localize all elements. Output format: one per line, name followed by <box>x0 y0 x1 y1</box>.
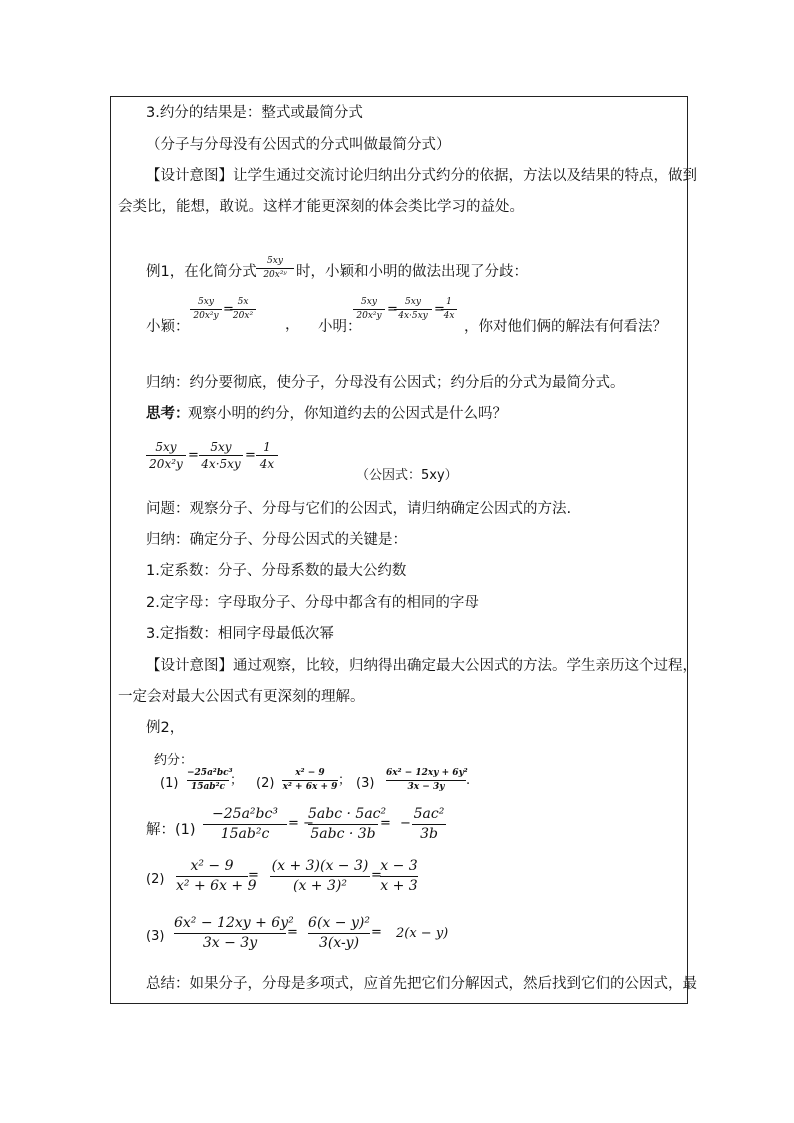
solution-2-frac-b: (x + 3)(x − 3) (x + 3)² <box>271 858 369 894</box>
solution-3-frac-b: 6(x − y)² 3(x-y) <box>308 915 370 951</box>
equals-sign: = <box>380 816 391 831</box>
problem-text: 问题：观察分子、分母与它们的公因式，请归纳确定公因式的方法. <box>146 501 572 517</box>
rule-coefficient: 1.定系数：分子、分母系数的最大公约数 <box>146 563 407 579</box>
xiaoying-frac-a: 5xy 20x²y <box>190 297 222 322</box>
xiaoming-frac-b: 5xy 4x·5xy <box>394 297 432 322</box>
semicolon: ； <box>230 773 244 788</box>
solution-2-frac-a: x² − 9 x² + 6x + 9 <box>176 858 257 894</box>
problem-1-number: (1) <box>160 776 179 791</box>
example-1-fraction: 5xy 20x²ʸ <box>256 256 294 281</box>
minus-sign: − <box>400 816 411 831</box>
example-1-tail: 时，小颖和小明的做法出现了分歧： <box>296 264 528 280</box>
solution-3-result: 2(x − y) <box>396 926 449 941</box>
xiaoying-label: 小颖： <box>146 319 190 335</box>
equals-sign: = <box>188 448 199 463</box>
equals-sign: = <box>288 816 299 831</box>
equals-sign: = <box>223 302 234 317</box>
solution-3-label: (3) <box>146 929 165 944</box>
summary-2: 归纳：确定分子、分母公因式的关键是： <box>146 532 407 548</box>
problem-3-fraction: 6x² − 12xy + 6y² 3x − 3y <box>386 768 468 792</box>
xiaoming-label: 小明： <box>318 319 362 335</box>
rule-letter: 2.定字母：字母取分子、分母中都含有的相同的字母 <box>146 595 479 611</box>
common-factor-note: （公因式：5xy） <box>356 468 458 483</box>
point-3: 3.约分的结果是：整式或最简分式 <box>146 105 363 121</box>
equals-sign: = <box>371 868 382 883</box>
solution-2-frac-c: x − 3 x + 3 <box>380 858 418 894</box>
design-intent-2: 【设计意图】通过观察，比较，归纳得出确定最大公因式的方法。学生亲历这个过程， <box>146 658 697 674</box>
think-text: 观察小明的约分，你知道约去的公因式是什么吗？ <box>188 406 507 422</box>
example-1-lead: 例1，在化简分式 <box>146 264 257 280</box>
conclusion-text: 总结：如果分子，分母是多项式，应首先把它们分解因式，然后找到它们的公因式，最 <box>146 976 697 992</box>
problem-2-fraction: x² − 9 x² + 6x + 9 <box>282 768 338 792</box>
definition-note: （分子与分母没有公因式的分式叫做最简分式） <box>146 137 451 153</box>
example-2-label: 例2， <box>146 720 185 736</box>
equals-sign: = <box>371 925 382 940</box>
minus-sign: − <box>303 816 314 831</box>
equals-sign: = <box>434 302 445 317</box>
solution-3-frac-a: 6x² − 12xy + 6y² 3x − 3y <box>174 915 294 951</box>
problem-2-number: (2) <box>256 776 275 791</box>
equals-sign: = <box>387 302 398 317</box>
semicolon: ； <box>338 773 352 788</box>
separator-comma: ， <box>285 317 300 333</box>
period: . <box>466 773 471 788</box>
solution-1-frac-b: 5abc · 5ac² 5abc · 3b <box>308 806 387 842</box>
solution-1-frac-c: 5ac² 3b <box>413 806 445 842</box>
design-intent-2-cont: 一定会对最大公因式有更深刻的理解。 <box>118 689 365 705</box>
design-intent-1: 【设计意图】让学生通过交流讨论归纳出分式约分的依据，方法以及结果的特点，做到 <box>146 168 697 184</box>
reduce-label: 约分： <box>154 753 194 768</box>
problem-1-fraction: −25a²bc³ 15ab²c <box>187 768 233 792</box>
xiaoming-frac-c: 1 4x <box>441 297 457 322</box>
solution-1-label: 解：(1) <box>146 822 196 838</box>
equals-sign: = <box>287 925 298 940</box>
rule-exponent: 3.定指数：相同字母最低次幂 <box>146 626 334 642</box>
problem-3-number: (3) <box>356 776 375 791</box>
think-label: 思考： <box>146 406 190 422</box>
xiaoying-frac-b: 5x 20x² <box>230 297 256 322</box>
think-frac-a: 5xy 20x²y <box>146 440 186 471</box>
question-text: ，你对他们俩的解法有何看法？ <box>464 319 667 335</box>
design-intent-1-cont: 会类比，能想，敢说。这样才能更深刻的体会类比学习的益处。 <box>118 199 524 215</box>
equals-sign: = <box>245 448 256 463</box>
think-frac-b: 5xy 4x·5xy <box>199 440 243 471</box>
summary-1: 归纳：约分要彻底，使分子，分母没有公因式；约分后的分式为最简分式。 <box>146 375 625 391</box>
solution-2-label: (2) <box>146 872 165 887</box>
xiaoming-frac-a: 5xy 20x²y <box>353 297 385 322</box>
solution-1-frac-a: −25a²bc³ 15ab²c <box>203 806 287 843</box>
think-frac-c: 1 4x <box>256 440 278 471</box>
equals-sign: = <box>248 868 259 883</box>
